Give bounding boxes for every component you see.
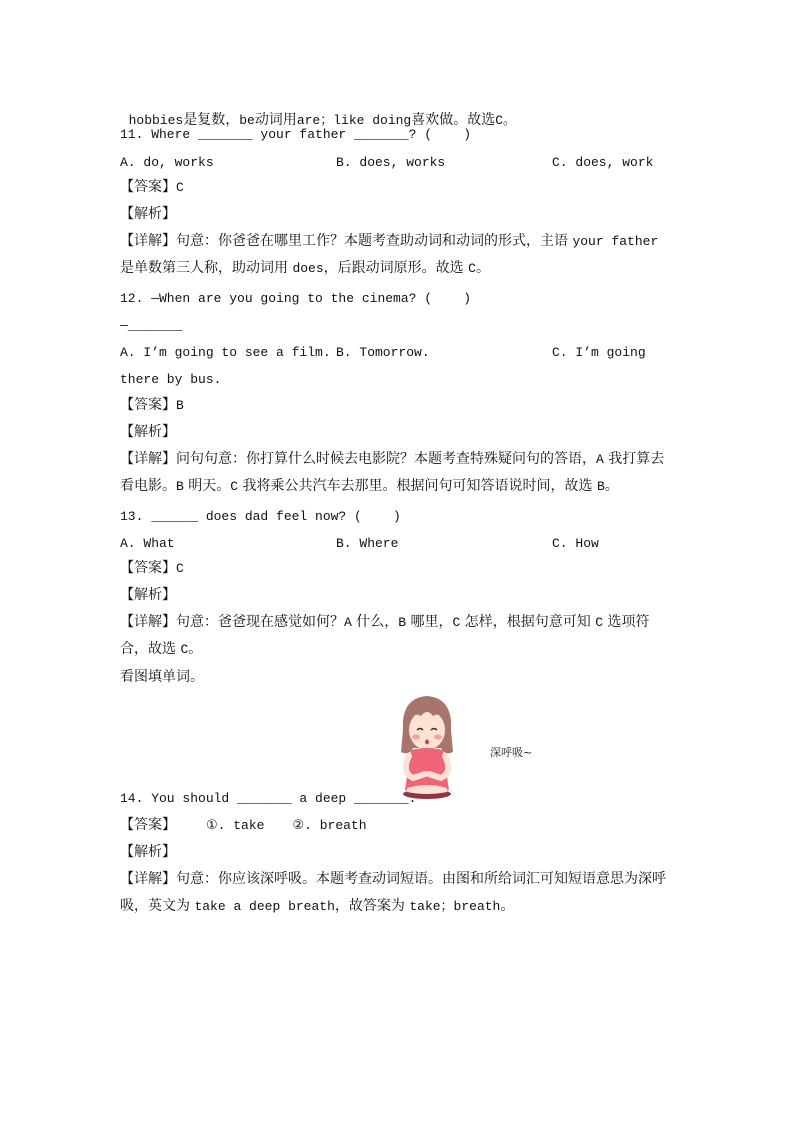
detail-part: A	[344, 615, 352, 630]
q13-option-a: A. What	[120, 536, 175, 551]
intro-part: 动词用	[254, 112, 297, 128]
detail-part: 。	[475, 260, 490, 276]
section-title: 看图填单词。	[120, 669, 204, 685]
detail-part: does	[292, 261, 324, 276]
q14-detail	[120, 866, 670, 920]
q14-answer	[120, 817, 367, 834]
q13-option-b: B. Where	[336, 536, 399, 551]
answer-value-2: ②. breath	[292, 818, 367, 833]
answer-value: B	[176, 398, 184, 413]
detail-part: 问句句意：你打算什么时候去电影院？本题考查特殊疑问句的答语，	[176, 451, 596, 467]
detail-part: 。	[604, 478, 619, 494]
detail-part: take；breath	[409, 899, 501, 914]
detail-part: 我打算去看电影。	[120, 451, 665, 494]
q11-option-c: C. does, work	[552, 155, 654, 170]
detail-part: 句意：爸爸现在感觉如何？	[176, 614, 344, 630]
q12-option-b: B. Tomorrow.	[336, 345, 430, 360]
detail-part: 什么，	[351, 614, 399, 630]
q11-stem: 11. Where _______ your father _______? ( )	[120, 127, 472, 142]
answer-label: 【答案】	[120, 179, 176, 195]
detail-part: 我将乘公共汽车去那里。根据问句可知答语说时间，故选	[238, 478, 597, 494]
detail-part: your father	[572, 234, 659, 249]
q11-answer	[120, 179, 184, 196]
q11-option-a: A. do, works	[120, 155, 214, 170]
intro-part: C。	[495, 113, 517, 128]
answer-value: C	[176, 561, 184, 576]
detail-part: 怎样，根据句意可知	[460, 614, 596, 630]
q12-reply-blank: —_______	[120, 318, 183, 333]
answer-label: 【答案】	[120, 817, 176, 833]
q12-detail	[120, 446, 670, 500]
detail-part: A	[596, 452, 604, 467]
detail-part: 句意：你爸爸在哪里工作？本题考查助动词和动词的形式，主语	[176, 233, 573, 249]
q12-option-c: C. I’m going	[552, 345, 646, 360]
q11-option-b: B. does, works	[336, 155, 446, 170]
detail-part: B	[398, 615, 407, 630]
detail-part: B	[596, 479, 605, 494]
answer-label: 【答案】	[120, 560, 176, 576]
q12-option-a: A. I’m going to see a film.	[120, 345, 331, 360]
illustration-deep-breath	[395, 690, 545, 802]
q13-detail	[120, 609, 670, 663]
figure-caption: 深呼吸~	[490, 746, 533, 759]
detail-part: 选项符合，故选	[120, 614, 650, 657]
intro-part: 喜欢做。故选	[411, 112, 496, 128]
detail-part: 句意：你应该深呼吸。本题考查动词短语。由图和所给词汇可知短语意思为深呼吸，英文为	[120, 871, 666, 914]
detail-part: ，故答案为	[334, 898, 410, 914]
intro-part: are；like doing	[296, 113, 412, 128]
detail-part: 是单数第三人称，助动词用	[120, 260, 293, 276]
detail-part: C	[180, 642, 189, 657]
detail-part: 。	[188, 641, 203, 657]
intro-part: be	[239, 113, 255, 128]
q13-stem: 13. ______ does dad feel now? ( )	[120, 509, 401, 524]
q12-stem: 12. —When are you going to the cinema? ( )	[120, 291, 472, 306]
detail-label: 【详解】	[120, 451, 176, 467]
q11-analysis-label: 【解析】	[120, 206, 176, 222]
detail-part: 。	[500, 898, 515, 914]
detail-label: 【详解】	[120, 871, 176, 887]
q12-answer	[120, 397, 184, 414]
intro-part: hobbies	[128, 113, 184, 128]
detail-part: 明天。	[183, 478, 231, 494]
q12-option-c-continued: there by bus.	[120, 372, 222, 387]
detail-part: take a deep breath	[194, 899, 335, 914]
q13-answer	[120, 560, 184, 577]
detail-part: 哪里，	[406, 614, 453, 630]
detail-part: C	[230, 479, 239, 494]
detail-part: C	[595, 615, 604, 630]
intro-part: 是复数，	[183, 112, 240, 128]
q11-detail	[120, 228, 670, 282]
answer-value: C	[176, 180, 184, 195]
q13-analysis-label: 【解析】	[120, 587, 176, 603]
detail-label: 【详解】	[120, 233, 176, 249]
detail-part: C	[452, 615, 461, 630]
detail-part: B	[176, 479, 184, 494]
detail-part: ，后跟动词原形。故选	[323, 260, 469, 276]
detail-label: 【详解】	[120, 614, 176, 630]
answer-label: 【答案】	[120, 397, 176, 413]
answer-value-1: ①. take	[206, 818, 265, 833]
q12-analysis-label: 【解析】	[120, 424, 176, 440]
detail-part: C	[468, 261, 476, 276]
q14-analysis-label: 【解析】	[120, 844, 176, 860]
intro-line	[120, 96, 516, 129]
q14-stem: 14. You should _______ a deep _______.	[120, 791, 417, 806]
q13-option-c: C. How	[552, 536, 599, 551]
